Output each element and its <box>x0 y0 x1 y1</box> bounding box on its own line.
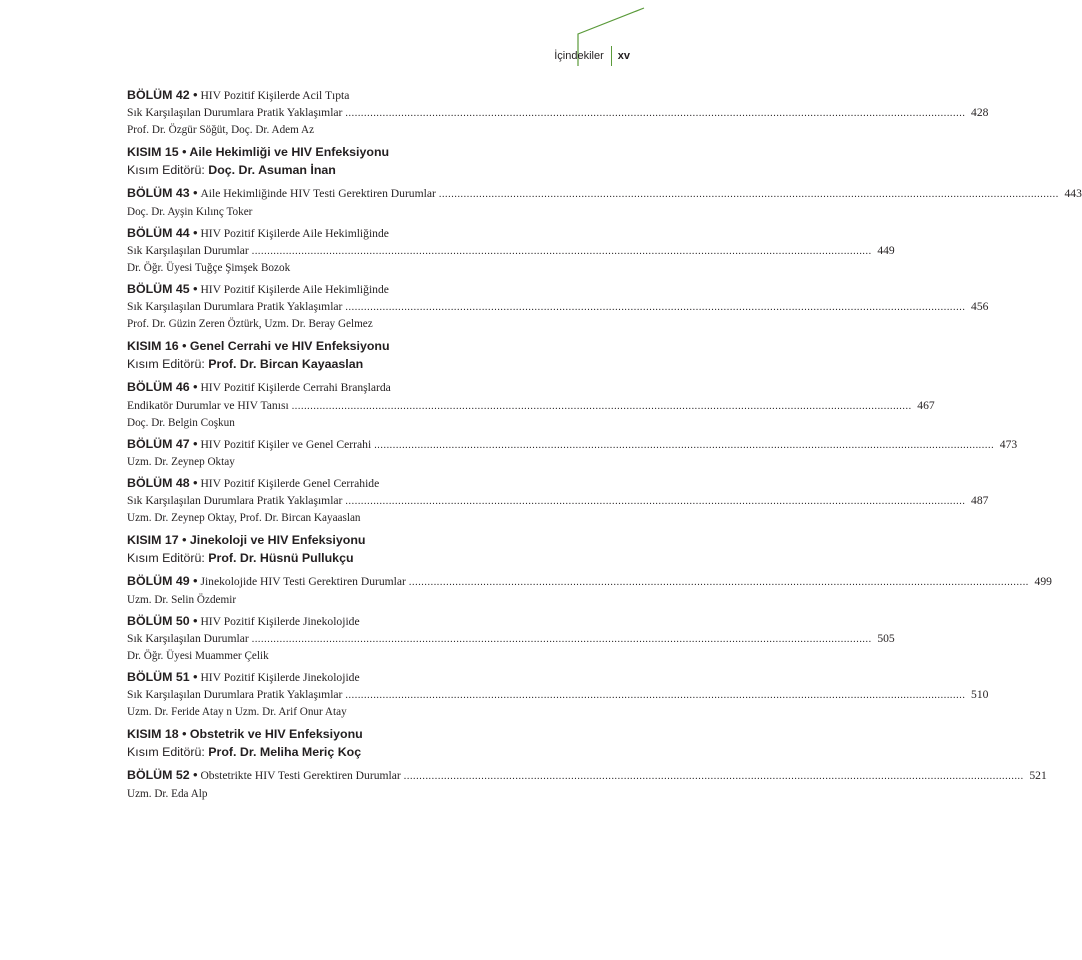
chapter-title-line-1 <box>127 87 576 104</box>
chapter-authors: Prof. Dr. Özgür Söğüt, Doç. Dr. Adem Az <box>127 124 315 137</box>
chapter-authors: Dr. Öğr. Üyesi Muammer Çelik <box>127 650 269 663</box>
chapter-title-continued: Sık Karşılaşılan Durumlar <box>127 243 249 257</box>
part-editor-name: Doç. Dr. Asuman İnan <box>208 163 336 178</box>
toc-chapter-entry[interactable] <box>127 475 989 526</box>
chapter-authors: Dr. Öğr. Üyesi Tuğçe Şimşek Bozok <box>127 262 291 275</box>
part-title: KISIM 15 • Aile Hekimliği ve HIV Enfeksiyonu <box>127 145 390 160</box>
toc-chapter-entry[interactable] <box>127 573 1052 607</box>
chapter-title-line-1 <box>127 281 576 298</box>
dot-leader: ........................................................................................................................................................................................................ <box>291 400 912 412</box>
table-of-contents <box>127 87 1082 807</box>
chapter-title-continued: Endikatör Durumlar ve HIV Tanısı <box>127 398 289 412</box>
chapter-page-number: 505 <box>877 631 895 645</box>
chapter-title-line-1 <box>127 185 1082 203</box>
chapter-title-line-1 <box>127 379 576 396</box>
chapter-title-continued: Sık Karşılaşılan Durumlara Pratik Yaklaşımlar <box>127 688 343 702</box>
chapter-label: BÖLÜM 44 • <box>127 225 198 240</box>
toc-chapter-entry[interactable] <box>127 669 989 720</box>
chapter-title-text: HIV Pozitif Kişilerde Acil Tıpta <box>200 89 350 102</box>
part-header <box>127 337 576 373</box>
dot-leader: ........................................................................................................................................................................................................ <box>345 108 966 120</box>
chapter-authors: Uzm. Dr. Feride Atay n Uzm. Dr. Arif Onur Atay <box>127 706 347 719</box>
part-title: KISIM 18 • Obstetrik ve HIV Enfeksiyonu <box>127 727 363 742</box>
chapter-title-text: HIV Pozitif Kişilerde Jinekolojide <box>200 671 360 685</box>
toc-part <box>127 531 1052 720</box>
part-chapter-list <box>127 573 1052 720</box>
chapter-title-line-1 <box>127 767 1047 785</box>
part-chapter-list <box>127 767 1047 801</box>
running-head <box>554 46 630 66</box>
part-editor <box>127 161 576 179</box>
dot-leader: ........................................................................................................................................................................................................ <box>251 245 872 257</box>
chapter-title-continued: Sık Karşılaşılan Durumlar <box>127 631 249 645</box>
corner-decoration <box>0 0 644 80</box>
part-editor-name: Prof. Dr. Meliha Meriç Koç <box>208 745 362 760</box>
chapter-label: BÖLÜM 48 • <box>127 476 198 491</box>
chapter-title-line-2 <box>127 397 935 415</box>
part-editor-label: Kısım Editörü: <box>127 745 205 760</box>
chapter-title-text: HIV Pozitif Kişiler ve Genel Cerrahi <box>200 437 372 451</box>
chapter-title-line-1 <box>127 613 576 630</box>
toc-chapter-entry[interactable] <box>127 185 1082 219</box>
chapter-title-text: Jinekolojide HIV Testi Gerektiren Durumlar <box>200 575 406 589</box>
chapter-authors: Doç. Dr. Ayşin Kılınç Toker <box>127 205 253 218</box>
part-header <box>127 143 576 179</box>
running-head-title: İçindekiler <box>554 50 604 62</box>
part-title: KISIM 17 • Jinekoloji ve HIV Enfeksiyonu <box>127 533 366 548</box>
dot-leader: ........................................................................................................................................................................................................ <box>345 690 966 702</box>
toc-chapter-entry[interactable] <box>127 613 895 664</box>
chapter-page-number: 428 <box>971 106 989 120</box>
part-editor-name: Prof. Dr. Bircan Kayaaslan <box>208 357 364 372</box>
chapter-title-continued: Sık Karşılaşılan Durumlara Pratik Yaklaşımlar <box>127 300 343 314</box>
chapter-authors: Uzm. Dr. Selin Özdemir <box>127 593 237 606</box>
chapter-title-line-2 <box>127 686 989 704</box>
chapter-label: BÖLÜM 50 • <box>127 613 198 628</box>
dot-leader: ........................................................................................................................................................................................................ <box>251 633 872 645</box>
chapter-title-text: Obstetrikte HIV Testi Gerektiren Durumlar <box>200 769 401 783</box>
chapter-page-number: 467 <box>917 398 935 412</box>
toc-chapter-entry[interactable] <box>127 225 895 276</box>
chapter-label: BÖLÜM 46 • <box>127 380 198 395</box>
dot-leader: ........................................................................................................................................................................................................ <box>408 577 1029 589</box>
part-chapter-list <box>127 379 1018 526</box>
chapter-title-text: HIV Pozitif Kişilerde Aile Hekimliğinde <box>200 226 389 240</box>
chapter-label: BÖLÜM 51 • <box>127 670 198 685</box>
part-editor-label: Kısım Editörü: <box>127 551 205 566</box>
chapter-title-continued: Sık Karşılaşılan Durumlara Pratik Yaklaşımlar <box>127 494 343 508</box>
chapter-page-number: 456 <box>971 300 989 314</box>
chapter-label: BÖLÜM 47 • <box>127 436 198 451</box>
toc-chapter-entry[interactable] <box>127 87 989 138</box>
chapter-authors: Uzm. Dr. Eda Alp <box>127 787 208 800</box>
chapter-title-continued: Sık Karşılaşılan Durumlara Pratik Yaklaşımlar <box>127 106 343 120</box>
toc-part <box>127 143 1082 332</box>
toc-part <box>127 725 1047 801</box>
dot-leader: ........................................................................................................................................................................................................ <box>345 496 966 508</box>
part-header <box>127 531 576 567</box>
chapter-label: BÖLÜM 45 • <box>127 282 198 297</box>
dot-leader: ........................................................................................................................................................................................................ <box>374 439 995 451</box>
toc-part <box>127 337 1018 526</box>
part-editor <box>127 355 576 373</box>
chapter-title-text: HIV Pozitif Kişilerde Jinekolojide <box>200 614 360 628</box>
chapter-title-text: HIV Pozitif Kişilerde Cerrahi Branşlarda <box>200 381 391 395</box>
part-chapter-list <box>127 185 1082 332</box>
toc-chapter-entry[interactable] <box>127 379 935 430</box>
chapter-title-line-1 <box>127 573 1052 591</box>
running-head-page-number: xv <box>611 46 630 66</box>
chapter-authors: Uzm. Dr. Zeynep Oktay, Prof. Dr. Bircan Kayaaslan <box>127 512 361 525</box>
part-editor-label: Kısım Editörü: <box>127 163 205 178</box>
chapter-label: BÖLÜM 43 • <box>127 186 198 201</box>
chapter-title-line-1 <box>127 669 576 686</box>
chapter-title-line-1 <box>127 225 576 242</box>
dot-leader: ........................................................................................................................................................................................................ <box>403 771 1024 783</box>
chapter-title-line-2 <box>127 630 895 648</box>
part-title: KISIM 16 • Genel Cerrahi ve HIV Enfeksiyonu <box>127 339 390 354</box>
chapter-label: BÖLÜM 42 • <box>127 88 198 102</box>
chapter-title-text: Aile Hekimliğinde HIV Testi Gerektiren Durumlar <box>200 187 436 201</box>
chapter-authors: Prof. Dr. Güzin Zeren Öztürk, Uzm. Dr. Beray Gelmez <box>127 318 373 331</box>
part-editor-label: Kısım Editörü: <box>127 357 205 372</box>
chapter-title-text: HIV Pozitif Kişilerde Genel Cerrahide <box>200 477 380 491</box>
chapter-page-number: 449 <box>877 243 895 257</box>
part-header <box>127 725 576 761</box>
chapter-title-line-2 <box>127 242 895 260</box>
chapter-page-number: 499 <box>1034 575 1052 589</box>
chapter-title-line-2 <box>127 492 989 510</box>
part-editor-name: Prof. Dr. Hüsnü Pullukçu <box>208 551 354 566</box>
chapter-title-line-2 <box>127 104 989 122</box>
chapter-label: BÖLÜM 52 • <box>127 768 198 783</box>
toc-chapter-entry[interactable] <box>127 767 1047 801</box>
chapter-page-number: 443 <box>1064 187 1082 201</box>
chapter-title-line-1 <box>127 475 576 492</box>
dot-leader: ........................................................................................................................................................................................................ <box>438 189 1059 201</box>
dot-leader: ........................................................................................................................................................................................................ <box>345 302 966 314</box>
chapter-title-line-1 <box>127 436 1018 454</box>
chapter-page-number: 510 <box>971 688 989 702</box>
toc-chapter-entry[interactable] <box>127 436 1018 470</box>
toc-chapter-entry[interactable] <box>127 281 989 332</box>
part-editor <box>127 549 576 567</box>
chapter-title-line-2 <box>127 298 989 316</box>
chapter-authors: Doç. Dr. Belgin Coşkun <box>127 416 235 429</box>
part-editor <box>127 743 576 761</box>
chapter-page-number: 487 <box>971 494 989 508</box>
chapter-authors: Uzm. Dr. Zeynep Oktay <box>127 456 235 469</box>
chapter-page-number: 521 <box>1029 769 1047 783</box>
chapter-title-text: HIV Pozitif Kişilerde Aile Hekimliğinde <box>200 283 389 297</box>
chapter-label: BÖLÜM 49 • <box>127 574 198 589</box>
chapter-page-number: 473 <box>999 437 1018 451</box>
